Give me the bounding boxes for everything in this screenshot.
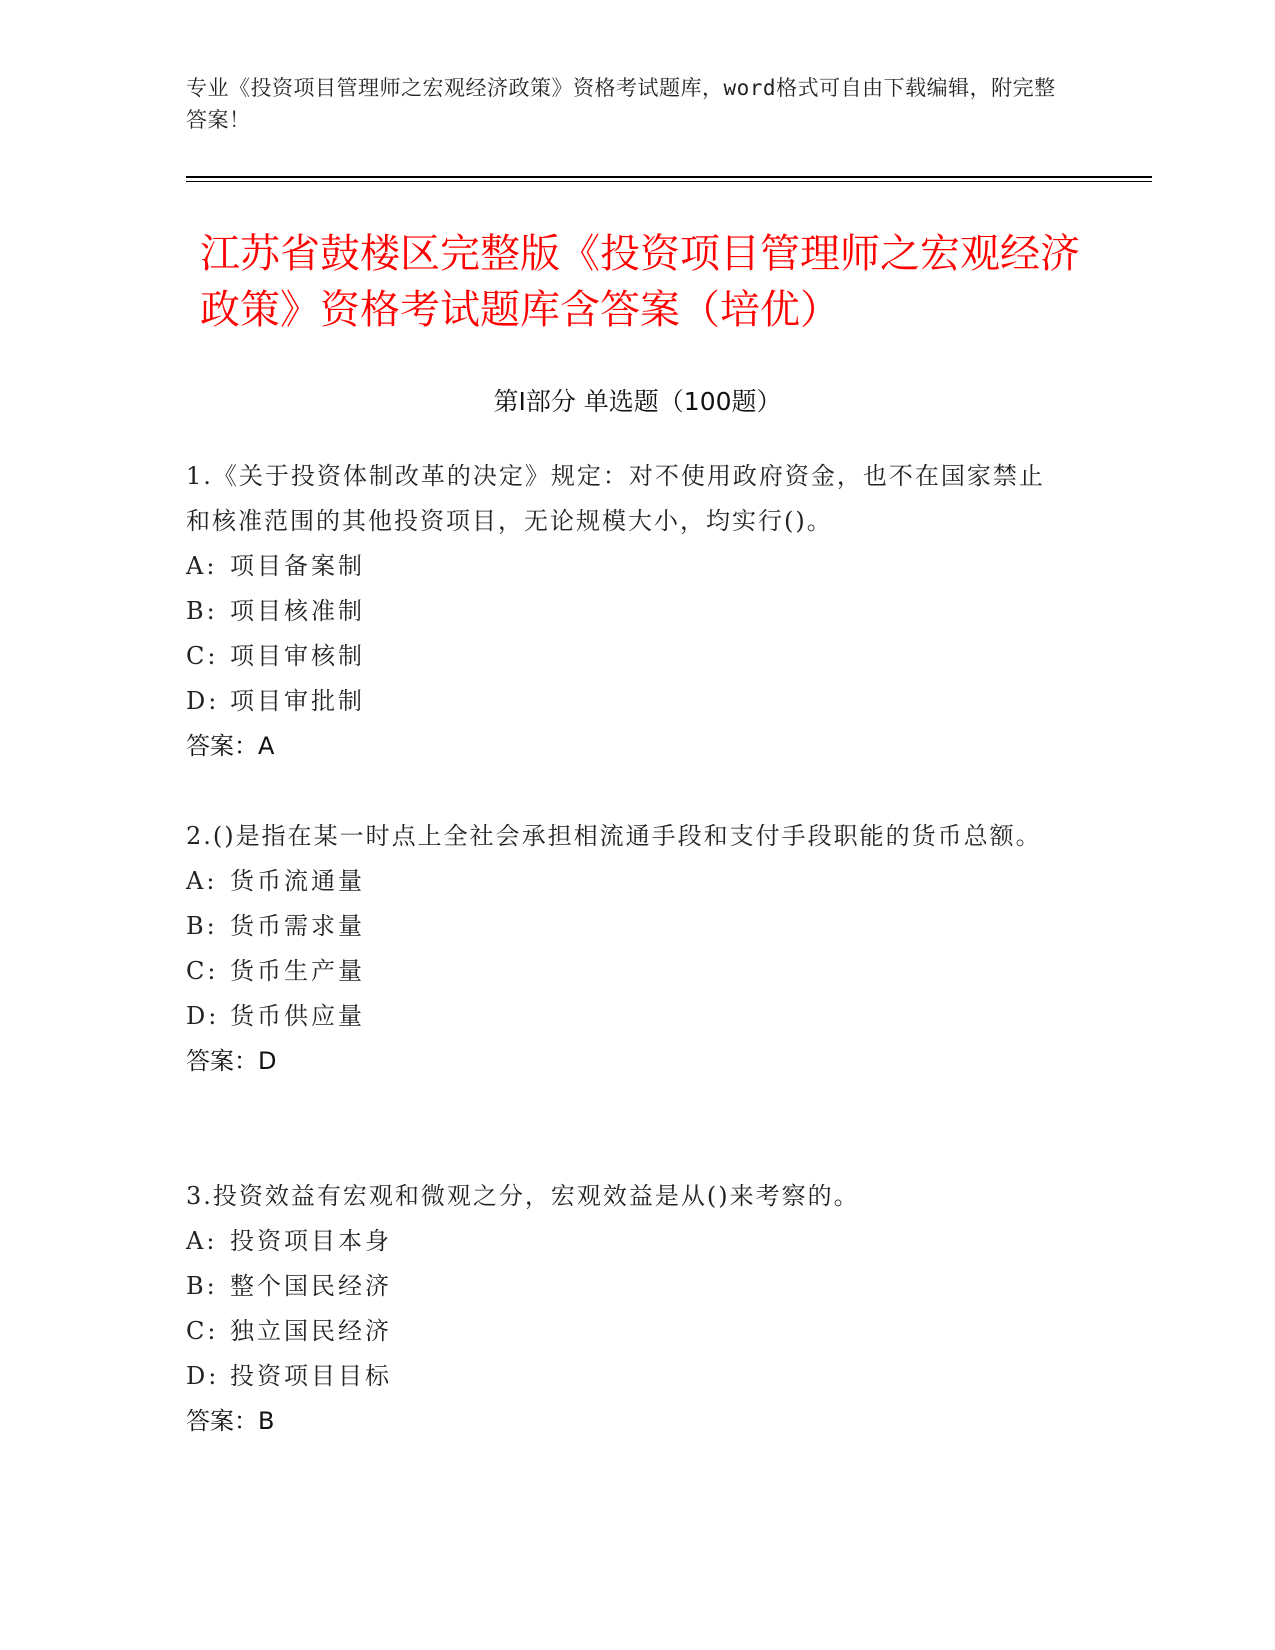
option-letter: A: [186,1227,218,1255]
answer-line: 答案：D [186,1047,277,1075]
option-letter: D: [186,1002,220,1030]
option-text: 货币生产量 [230,957,365,985]
option-letter: C: [186,1317,219,1345]
question-3 [186,1174,1066,1444]
header-note: 专业《投资项目管理师之宏观经济政策》资格考试题库，word格式可自由下载编辑，附完整答案！ [186,76,1056,132]
section-title: 第Ⅰ部分 单选题（100题） [493,387,782,416]
option-text: 项目备案制 [230,552,365,580]
option-c [186,634,1066,679]
option-letter: D: [186,687,220,715]
option-letter: A: [186,552,218,580]
document-title: 江苏省鼓楼区完整版《投资项目管理师之宏观经济政策》资格考试题库含答案（培优） [200,231,1080,333]
option-text: 货币流通量 [230,867,365,895]
option-d [186,679,1066,724]
option-letter: A: [186,867,218,895]
option-text: 独立国民经济 [230,1317,392,1345]
option-b [186,589,1066,634]
option-b [186,904,1066,949]
header-divider-thin [186,181,1152,182]
option-text: 项目审批制 [230,687,365,715]
option-a [186,859,1066,904]
option-text: 货币供应量 [230,1002,365,1030]
question-stem: 3.投资效益有宏观和微观之分，宏观效益是从()来考察的。 [186,1182,860,1210]
question-stem: 2.()是指在某一时点上全社会承担相流通手段和支付手段职能的货币总额。 [186,822,1042,850]
option-letter: B: [186,912,218,940]
option-text: 项目核准制 [230,597,365,625]
question-1 [186,454,1066,769]
option-letter: D: [186,1362,220,1390]
option-letter: B: [186,597,218,625]
option-d [186,994,1066,1039]
question-2 [186,814,1066,1084]
option-c [186,949,1066,994]
option-text: 投资项目目标 [230,1362,392,1390]
option-text: 项目审核制 [230,642,365,670]
option-letter: B: [186,1272,218,1300]
option-b [186,1264,1066,1309]
option-c [186,1309,1066,1354]
option-text: 投资项目本身 [230,1227,392,1255]
option-a [186,544,1066,589]
option-letter: C: [186,957,219,985]
header-divider-thick [186,176,1152,178]
option-a [186,1219,1066,1264]
option-letter: C: [186,642,219,670]
option-text: 整个国民经济 [230,1272,392,1300]
option-d [186,1354,1066,1399]
answer-line: 答案：A [186,732,275,760]
question-stem: 1.《关于投资体制改革的决定》规定：对不使用政府资金，也不在国家禁止和核准范围的其他投资项目，无论规模大小，均实行()。 [186,462,1045,535]
answer-line: 答案：B [186,1407,275,1435]
option-text: 货币需求量 [230,912,365,940]
